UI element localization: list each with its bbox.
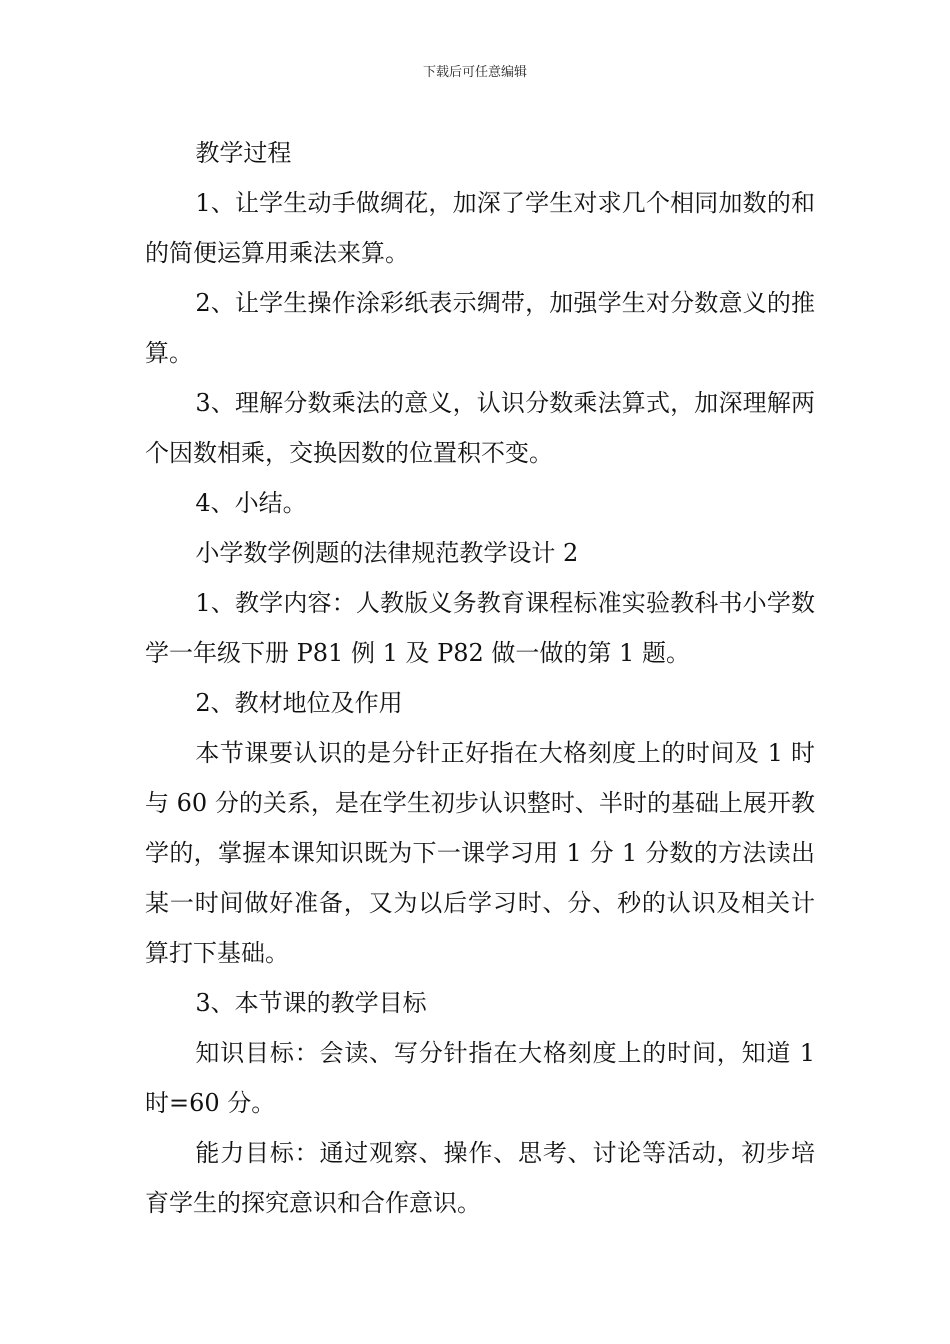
paragraph-ability-goal: 能力目标：通过观察、操作、思考、讨论等活动，初步培育学生的探究意识和合作意识。 xyxy=(145,1139,815,1217)
page-header: 下载后可任意编辑 xyxy=(422,65,527,80)
paragraph-material-role-heading: 2、教材地位及作用 xyxy=(195,689,403,717)
section-heading-design-2: 小学数学例题的法律规范教学设计 2 xyxy=(195,539,579,567)
paragraph-step-2: 2、让学生操作涂彩纸表示绸带，加强学生对分数意义的推算。 xyxy=(145,289,815,367)
paragraph-teaching-content: 1、教学内容：人教版义务教育课程标准实验教科书小学数学一年级下册 P81 例 1 及 P82 做一做的第 1 题。 xyxy=(145,589,815,667)
section-heading-teaching-process: 教学过程 xyxy=(195,139,292,167)
paragraph-material-role: 本节课要认识的是分针正好指在大格刻度上的时间及 1 时与 60 分的关系，是在学生初步认识整时、半时的基础上展开教学的，掌握本课知识既为下一课学习用 1 分 1 分数的方法读出某一时间做好准备，又为以后学习时、分、秒的认识及相关计算打下基础。 xyxy=(145,739,815,967)
paragraph-step-4: 4、小结。 xyxy=(195,489,307,517)
paragraph-step-3: 3、理解分数乘法的意义，认识分数乘法算式，加深理解两个因数相乘，交换因数的位置积不变。 xyxy=(145,389,815,467)
paragraph-goals-heading: 3、本节课的教学目标 xyxy=(195,989,427,1017)
paragraph-knowledge-goal: 知识目标：会读、写分针指在大格刻度上的时间，知道 1 时=60 分。 xyxy=(145,1039,815,1117)
paragraph-step-1: 1、让学生动手做绸花，加深了学生对求几个相同加数的和的简便运算用乘法来算。 xyxy=(145,189,815,267)
document-body xyxy=(145,128,815,1228)
